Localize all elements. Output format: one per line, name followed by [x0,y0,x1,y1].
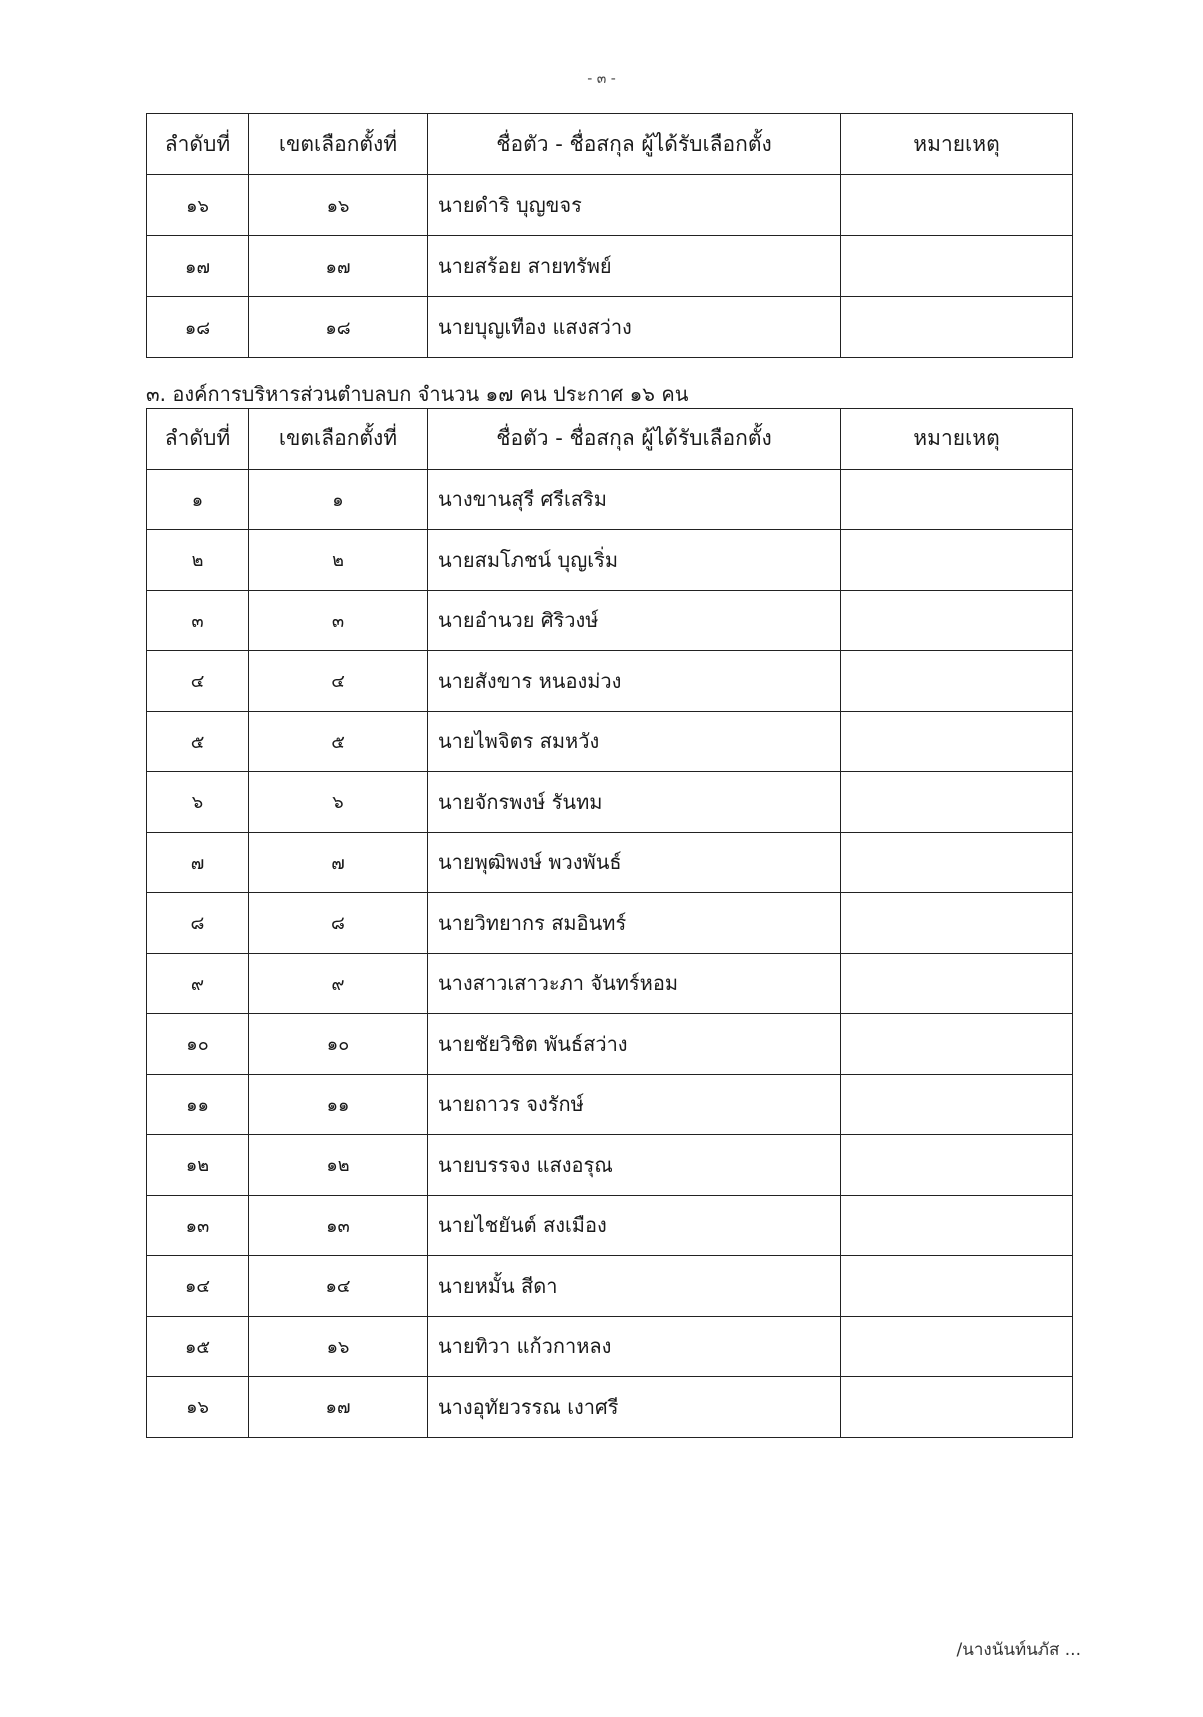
cell-order: ๑๘ [147,297,249,358]
table-row [147,1377,1073,1438]
cell-order: ๙ [147,953,249,1014]
header-name: ชื่อตัว - ชื่อสกุล ผู้ได้รับเลือกตั้ง [428,114,841,175]
table-row [147,1316,1073,1377]
cell-order: ๑๒ [147,1135,249,1196]
table-row [147,1014,1073,1075]
cell-name: นายพุฒิพงษ์ พวงพันธ์ [428,832,841,893]
cell-note [841,832,1073,893]
cell-name: นางอุทัยวรรณ เงาศรี [428,1377,841,1438]
cell-note [841,590,1073,651]
table-row [147,1074,1073,1135]
cell-zone: ๑๘ [249,297,428,358]
cell-zone: ๕ [249,711,428,772]
table-row [147,772,1073,833]
table-body [147,469,1073,1437]
cell-name: นางสาวเสาวะภา จันทร์หอม [428,953,841,1014]
cell-name: นายบรรจง แสงอรุณ [428,1135,841,1196]
cell-order: ๑๖ [147,1377,249,1438]
cell-note [841,893,1073,954]
header-order: ลำดับที่ [147,409,249,470]
elected-members-table-continued [146,113,1073,358]
cell-note [841,469,1073,530]
cell-name: นายชัยวิชิต พันธ์สว่าง [428,1014,841,1075]
cell-order: ๕ [147,711,249,772]
cell-zone: ๑๔ [249,1256,428,1317]
cell-order: ๑ [147,469,249,530]
header-name: ชื่อตัว - ชื่อสกุล ผู้ได้รับเลือกตั้ง [428,409,841,470]
cell-order: ๑๔ [147,1256,249,1317]
table-row [147,1135,1073,1196]
cell-name: นายบุญเทือง แสงสว่าง [428,297,841,358]
cell-order: ๑๗ [147,236,249,297]
cell-name: นายไชยันต์ สงเมือง [428,1195,841,1256]
cell-note [841,1256,1073,1317]
cell-order: ๑๐ [147,1014,249,1075]
elected-members-table [146,408,1073,1438]
table-row [147,711,1073,772]
table-header-row [147,114,1073,175]
cell-name: นายไพจิตร สมหวัง [428,711,841,772]
cell-order: ๑๕ [147,1316,249,1377]
cell-note [841,1195,1073,1256]
cell-name: นายสร้อย สายทรัพย์ [428,236,841,297]
cell-name: นายอำนวย ศิริวงษ์ [428,590,841,651]
table-row [147,590,1073,651]
header-zone: เขตเลือกตั้งที่ [249,409,428,470]
table-row [147,1195,1073,1256]
cell-note [841,651,1073,712]
cell-zone: ๑๐ [249,1014,428,1075]
table-row [147,953,1073,1014]
table-row [147,469,1073,530]
cell-note [841,236,1073,297]
cell-note [841,1135,1073,1196]
cell-name: นายจักรพงษ์ รันทม [428,772,841,833]
cell-zone: ๙ [249,953,428,1014]
cell-order: ๘ [147,893,249,954]
table-header-row [147,409,1073,470]
header-note: หมายเหตุ [841,409,1073,470]
cell-zone: ๓ [249,590,428,651]
cell-name: นางขานสุรี ศรีเสริม [428,469,841,530]
cell-note [841,1074,1073,1135]
cell-zone: ๑ [249,469,428,530]
table-row [147,893,1073,954]
cell-zone: ๒ [249,530,428,591]
cell-zone: ๑๓ [249,1195,428,1256]
cell-zone: ๑๖ [249,175,428,236]
cell-note [841,772,1073,833]
table-row [147,175,1073,236]
cell-zone: ๘ [249,893,428,954]
table-row [147,530,1073,591]
cell-note [841,530,1073,591]
cell-zone: ๗ [249,832,428,893]
header-note: หมายเหตุ [841,114,1073,175]
cell-zone: ๑๗ [249,1377,428,1438]
cell-order: ๗ [147,832,249,893]
cell-note [841,1377,1073,1438]
cell-order: ๓ [147,590,249,651]
cell-name: นายสังขาร หนองม่วง [428,651,841,712]
cell-zone: ๑๒ [249,1135,428,1196]
continuation-note: /นางนันท์นภัส ... [956,1640,1081,1660]
cell-name: นายหมั้น สีดา [428,1256,841,1317]
cell-name: นายทิวา แก้วกาหลง [428,1316,841,1377]
cell-zone: ๔ [249,651,428,712]
table-row [147,297,1073,358]
table-row [147,236,1073,297]
cell-note [841,711,1073,772]
cell-note [841,953,1073,1014]
cell-name: นายดำริ บุญขจร [428,175,841,236]
cell-order: ๑๖ [147,175,249,236]
table-row [147,651,1073,712]
cell-zone: ๑๖ [249,1316,428,1377]
cell-order: ๖ [147,772,249,833]
cell-zone: ๑๗ [249,236,428,297]
table-row [147,832,1073,893]
cell-note [841,1316,1073,1377]
cell-name: นายสมโภชน์ บุญเริ่ม [428,530,841,591]
cell-order: ๔ [147,651,249,712]
cell-name: นายวิทยากร สมอินทร์ [428,893,841,954]
cell-zone: ๖ [249,772,428,833]
cell-order: ๒ [147,530,249,591]
table-row [147,1256,1073,1317]
cell-note [841,175,1073,236]
cell-note [841,297,1073,358]
section-heading: ๓. องค์การบริหารส่วนตำบลบก จำนวน ๑๗ คน ประกาศ ๑๖ คน [146,382,689,406]
cell-note [841,1014,1073,1075]
page-number: - ๓ - [587,71,616,87]
cell-zone: ๑๑ [249,1074,428,1135]
table-body [147,175,1073,358]
cell-order: ๑๓ [147,1195,249,1256]
cell-name: นายถาวร จงรักษ์ [428,1074,841,1135]
header-order: ลำดับที่ [147,114,249,175]
header-zone: เขตเลือกตั้งที่ [249,114,428,175]
cell-order: ๑๑ [147,1074,249,1135]
